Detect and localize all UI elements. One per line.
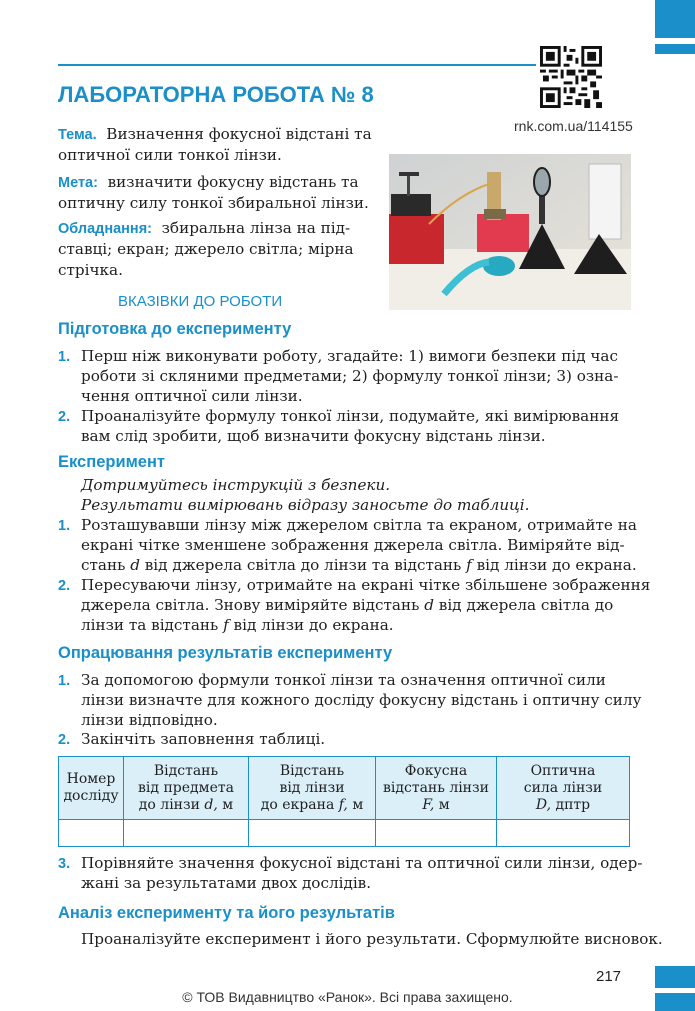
results-table — [58, 756, 630, 847]
prep-item-2-line-1: Проаналізуйте формулу тонкої лінзи, подумайте, які вимірювання — [81, 407, 620, 425]
title-rule — [58, 64, 536, 66]
page-number: 217 — [596, 968, 622, 985]
equipment-photo — [389, 154, 631, 310]
proc-item-1-line-2: лінзи визначте для кожного досліду фокусну відстань і оптичну силу — [81, 691, 642, 709]
exp-num-1: 1. — [58, 518, 71, 534]
col-object-distance: Відстань від предмета до лінзи d, м — [124, 757, 249, 820]
exp-title: Експеримент — [58, 453, 166, 471]
tema-line-2: оптичної сили тонкої лінзи. — [58, 146, 282, 164]
table-cell[interactable] — [497, 820, 630, 847]
proc-item-1-line-1: За допомогою формули тонкої лінзи та означення оптичної сили — [81, 671, 606, 689]
prep-item-1-line-2: роботи зі скляними предметами; 2) формулу тонкої лінзи; 3) озна- — [81, 367, 619, 385]
page-number-bar — [655, 966, 695, 988]
obl-line-3: стрічка. — [58, 261, 123, 279]
proc-num-2: 2. — [58, 732, 71, 748]
prep-item-1-line-1: Перш ніж виконувати роботу, згадайте: 1) вимоги безпеки під час — [81, 347, 618, 365]
obl-label: Обладнання: — [58, 221, 152, 237]
guide-title: ВКАЗІВКИ ДО РОБОТИ — [118, 293, 283, 310]
meta-label: Мета: — [58, 175, 98, 191]
meta-line-1: Мета: визначити фокусну відстань та — [58, 173, 359, 191]
exp-item-1-line-2: екрані чітке зменшене зображення джерела світла. Виміряйте від- — [81, 536, 625, 554]
exp-item-1-line-1: Розташувавши лінзу між джерелом світла та екраном, отримайте на — [81, 516, 637, 534]
corner-tab-stripe — [655, 44, 695, 54]
table-cell[interactable] — [376, 820, 497, 847]
obl-line-1: Обладнання: збиральна лінза на під- — [58, 219, 351, 237]
table-cell[interactable] — [124, 820, 249, 847]
proc-title: Опрацювання результатів експерименту — [58, 644, 393, 662]
prep-title: Підготовка до експерименту — [58, 320, 292, 338]
page-title: ЛАБОРАТОРНА РОБОТА № 8 — [58, 82, 374, 107]
prep-num-1: 1. — [58, 349, 71, 365]
exp-item-2-line-1: Пересуваючи лінзу, отримайте на екрані чітке збільшене зображення — [81, 576, 651, 594]
proc-item-3-line-2: жані за результатами двох дослідів. — [81, 874, 372, 892]
col-optical-power: Оптична сила лінзи D, дптр — [497, 757, 630, 820]
copyright: © ТОВ Видавництво «Ранок». Всі права захищено. — [182, 989, 513, 1005]
table-header-row — [59, 757, 630, 820]
proc-num-1: 1. — [58, 673, 71, 689]
corner-tab — [655, 0, 695, 38]
obl-line-2: ставці; екран; джерело світла; мірна — [58, 240, 354, 258]
exp-note-2: Результати вимірювань відразу заносьте до таблиці. — [81, 496, 530, 514]
proc-item-1-line-3: лінзи відповідно. — [81, 711, 218, 729]
analysis-title: Аналіз експерименту та його результатів — [58, 904, 395, 922]
qr-url[interactable]: rnk.com.ua/114155 — [514, 118, 633, 134]
col-image-distance: Відстань від лінзи до екрана f, м — [249, 757, 376, 820]
tema-line-1: Тема. Визначення фокусної відстані та — [58, 125, 372, 143]
proc-item-3-line-1: Порівняйте значення фокусної відстані та оптичної сили лінзи, одер- — [81, 854, 643, 872]
col-focal-length: Фокусна відстань лінзи F, м — [376, 757, 497, 820]
prep-num-2: 2. — [58, 409, 71, 425]
meta-line-2: оптичну силу тонкої збиральної лінзи. — [58, 194, 369, 212]
exp-item-2-line-2: джерела світла. Знову виміряйте відстань d від джерела світла до — [81, 596, 614, 614]
qr-code-icon[interactable] — [540, 46, 602, 108]
proc-item-2-line-1: Закінчіть заповнення таблиці. — [81, 730, 326, 748]
table-cell[interactable] — [249, 820, 376, 847]
exp-note-1: Дотримуйтесь інструкцій з безпеки. — [81, 476, 391, 494]
prep-item-1-line-3: чення оптичної сили лінзи. — [81, 387, 303, 405]
table-row — [59, 820, 630, 847]
proc-num-3: 3. — [58, 856, 71, 872]
prep-item-2-line-2: вам слід зробити, щоб визначити фокусну відстань лінзи. — [81, 427, 546, 445]
exp-item-2-line-3: лінзи та відстань f від лінзи до екрана. — [81, 616, 394, 634]
table-cell[interactable] — [59, 820, 124, 847]
exp-item-1-line-3: стань d від джерела світла до лінзи та відстань f від лінзи до екрана. — [81, 556, 637, 574]
col-trial-number: Номер досліду — [59, 757, 124, 820]
tema-label: Тема. — [58, 127, 97, 143]
analysis-text: Проаналізуйте експеримент і його результати. Сформулюйте висновок. — [81, 930, 663, 948]
exp-num-2: 2. — [58, 578, 71, 594]
